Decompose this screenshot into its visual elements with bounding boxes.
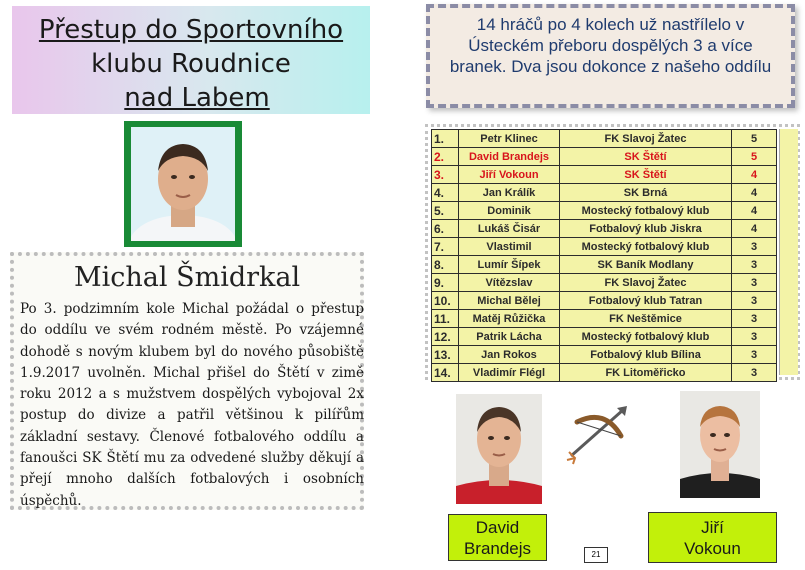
table-row xyxy=(432,310,777,328)
club-cell: Mostecký fotbalový klub xyxy=(560,238,732,256)
goals-cell: 3 xyxy=(732,310,777,328)
club-cell: FK Slavoj Žatec xyxy=(560,130,732,148)
rank-cell: 11. xyxy=(432,310,459,328)
table-row xyxy=(432,202,777,220)
name-cell: Matěj Růžička xyxy=(459,310,560,328)
goals-cell: 3 xyxy=(732,364,777,382)
name-cell: David Brandejs xyxy=(459,148,560,166)
rank-cell: 5. xyxy=(432,202,459,220)
name-cell: Michal Bělej xyxy=(459,292,560,310)
goals-cell: 4 xyxy=(732,202,777,220)
club-cell: Mostecký fotbalový klub xyxy=(560,202,732,220)
table-row xyxy=(432,328,777,346)
table-row xyxy=(432,364,777,382)
brandejs-first-name: David xyxy=(475,518,520,537)
club-cell: FK Neštěmice xyxy=(560,310,732,328)
bow-and-arrow-icon xyxy=(565,400,633,466)
vokoun-photo xyxy=(680,391,760,498)
name-cell: Petr Klinec xyxy=(459,130,560,148)
name-cell: Jan Rokos xyxy=(459,346,560,364)
name-cell: Vlastimil xyxy=(459,238,560,256)
club-cell: SK Baník Modlany xyxy=(560,256,732,274)
rank-cell: 4. xyxy=(432,184,459,202)
brandejs-photo xyxy=(456,394,542,504)
club-cell: FK Slavoj Žatec xyxy=(560,274,732,292)
table-row xyxy=(432,166,777,184)
name-cell: Dominik xyxy=(459,202,560,220)
name-cell: Jiří Vokoun xyxy=(459,166,560,184)
club-cell: SK Brná xyxy=(560,184,732,202)
vokoun-last-name: Vokoun xyxy=(684,539,741,558)
goals-cell: 3 xyxy=(732,274,777,292)
goals-cell: 3 xyxy=(732,238,777,256)
club-cell: Mostecký fotbalový klub xyxy=(560,328,732,346)
goals-cell: 3 xyxy=(732,328,777,346)
player-photo xyxy=(124,121,242,247)
name-cell: Patrik Lácha xyxy=(459,328,560,346)
club-cell: FK Litoměřicko xyxy=(560,364,732,382)
news-callout xyxy=(426,4,795,108)
goals-cell: 3 xyxy=(732,256,777,274)
player-name: Michal Šmidrkal xyxy=(74,262,301,293)
club-cell: Fotbalový klub Jiskra xyxy=(560,220,732,238)
goals-cell: 4 xyxy=(732,220,777,238)
rank-cell: 2. xyxy=(432,148,459,166)
table-row xyxy=(432,184,777,202)
rank-cell: 1. xyxy=(432,130,459,148)
goals-cell: 5 xyxy=(732,148,777,166)
rank-cell: 9. xyxy=(432,274,459,292)
brandejs-label xyxy=(448,514,547,561)
title-line-2: klubu Roudnice xyxy=(91,49,291,79)
name-cell: Vladimír Flégl xyxy=(459,364,560,382)
rank-cell: 8. xyxy=(432,256,459,274)
goals-cell: 5 xyxy=(732,130,777,148)
name-cell: Jan Králík xyxy=(459,184,560,202)
rank-cell: 12. xyxy=(432,328,459,346)
goals-cell: 3 xyxy=(732,292,777,310)
table-row xyxy=(432,148,777,166)
rank-cell: 3. xyxy=(432,166,459,184)
page-number: 21 xyxy=(584,547,608,563)
goals-cell: 4 xyxy=(732,166,777,184)
goals-cell: 3 xyxy=(732,346,777,364)
table-row xyxy=(432,130,777,148)
table-row xyxy=(432,238,777,256)
article-text: Po 3. podzimním kole Michal požádal o přestup do oddílu ve svém rodném městě. Po vzájemné dohodě s novým klubem byl do nového působiště 1.9.2017 uvolněn. Michal přišel do Štětí v zimě roku 2012 a s mužstvem dospělých vybojoval 2x postup do divize a patřil většinou k pilířům základní sestavy. Členové fotbalového oddílu a fanoušci SK Štětí mu za odvedené služby děkují a přejí mnoho dalších fotbalových i osobních úspěchů. xyxy=(20,301,364,509)
vokoun-label xyxy=(648,512,777,563)
rank-cell: 13. xyxy=(432,346,459,364)
rank-cell: 6. xyxy=(432,220,459,238)
club-cell: Fotbalový klub Tatran xyxy=(560,292,732,310)
goals-cell: 4 xyxy=(732,184,777,202)
title-banner xyxy=(12,6,370,114)
name-cell: Lukáš Čisár xyxy=(459,220,560,238)
rank-cell: 14. xyxy=(432,364,459,382)
title-line-3: nad Labem xyxy=(124,83,270,113)
club-cell: Fotbalový klub Bílina xyxy=(560,346,732,364)
article-box xyxy=(10,252,364,510)
title-line-1: Přestup do Sportovního xyxy=(38,15,344,45)
name-cell: Vítězslav xyxy=(459,274,560,292)
club-cell: SK Štětí xyxy=(560,148,732,166)
table-row xyxy=(432,346,777,364)
table-row xyxy=(432,256,777,274)
table-row xyxy=(432,292,777,310)
rank-cell: 10. xyxy=(432,292,459,310)
scorers-table-frame xyxy=(425,124,800,380)
brandejs-last-name: Brandejs xyxy=(463,539,532,558)
table-row xyxy=(432,220,777,238)
table-row xyxy=(432,274,777,292)
vokoun-first-name: Jiří xyxy=(701,518,724,537)
club-cell: SK Štětí xyxy=(560,166,732,184)
name-cell: Lumír Šípek xyxy=(459,256,560,274)
scorers-table xyxy=(431,129,777,382)
rank-cell: 7. xyxy=(432,238,459,256)
news-text: 14 hráčů po 4 kolech už nastřílelo v Ústeckém přeboru dospělých 3 a více branek. Dva jsou dokonce z našeho oddílu xyxy=(449,15,772,76)
